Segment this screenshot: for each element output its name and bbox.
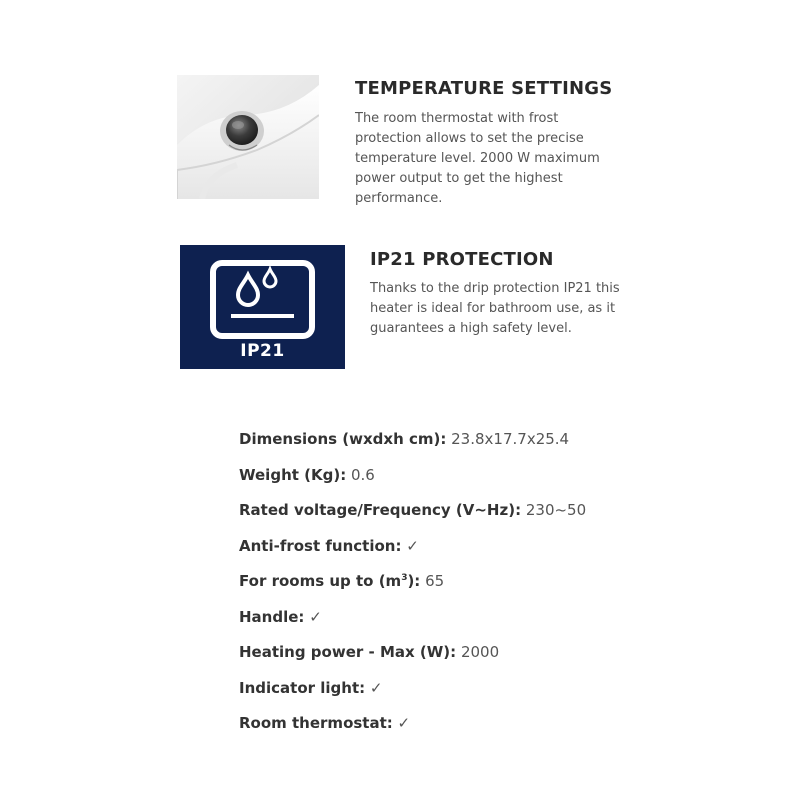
feature-text-ip21: Thanks to the drip protection IP21 this heater is ideal for bathroom use, as it guarantees a high safety level. [370, 281, 620, 336]
spec-label: Room thermostat: [239, 714, 393, 732]
spec-label: Anti-frost function: [239, 536, 402, 555]
water-drops-icon [238, 269, 276, 305]
spec-label-superscript: 3 [401, 573, 408, 583]
thermostat-knob-image [177, 75, 319, 199]
spec-label-suffix: ): [407, 572, 421, 590]
spec-label [239, 572, 420, 590]
spec-value: 65 [425, 572, 445, 590]
spec-anti-frost [239, 534, 739, 570]
feature-title-ip21: IP21 PROTECTION [370, 249, 554, 270]
check-mark-icon: ✓ [309, 607, 322, 626]
check-mark-icon: ✓ [397, 714, 411, 732]
spec-value: 23.8x17.7x25.4 [451, 430, 570, 448]
spec-value: 0.6 [351, 465, 375, 484]
spec-voltage-frequency [239, 498, 739, 534]
spec-label: Indicator light: [239, 678, 366, 697]
spec-label: Handle: [239, 607, 305, 626]
spec-value: 230~50 [525, 501, 587, 519]
check-mark-icon: ✓ [406, 536, 419, 555]
spec-value: 2000 [460, 643, 500, 661]
spec-weight [239, 463, 739, 499]
ip21-badge-image [180, 245, 345, 369]
spec-dimensions [239, 427, 739, 463]
spec-label: Heating power - Max (W): [239, 643, 457, 661]
feature-title-temperature: TEMPERATURE SETTINGS [355, 78, 613, 99]
spec-label: Weight (Kg): [239, 465, 347, 484]
spec-indicator-light [239, 676, 739, 712]
spec-label: Rated voltage/Frequency (V~Hz): [239, 501, 522, 519]
feature-text-temperature: The room thermostat with frost protection allows to set the precise temperature level. 2000 W maximum power output to get the highest performance. [355, 111, 600, 206]
ip21-label: IP21 [240, 341, 285, 361]
spec-label-prefix: For rooms up to (m [239, 572, 402, 590]
spec-label: Dimensions (wxdxh cm): [239, 430, 447, 448]
spec-room-thermostat [239, 711, 739, 747]
spec-room-volume [239, 569, 739, 605]
check-mark-icon: ✓ [369, 678, 383, 697]
spec-heating-power [239, 640, 739, 676]
spec-handle [239, 605, 739, 641]
specifications-list [239, 427, 739, 747]
